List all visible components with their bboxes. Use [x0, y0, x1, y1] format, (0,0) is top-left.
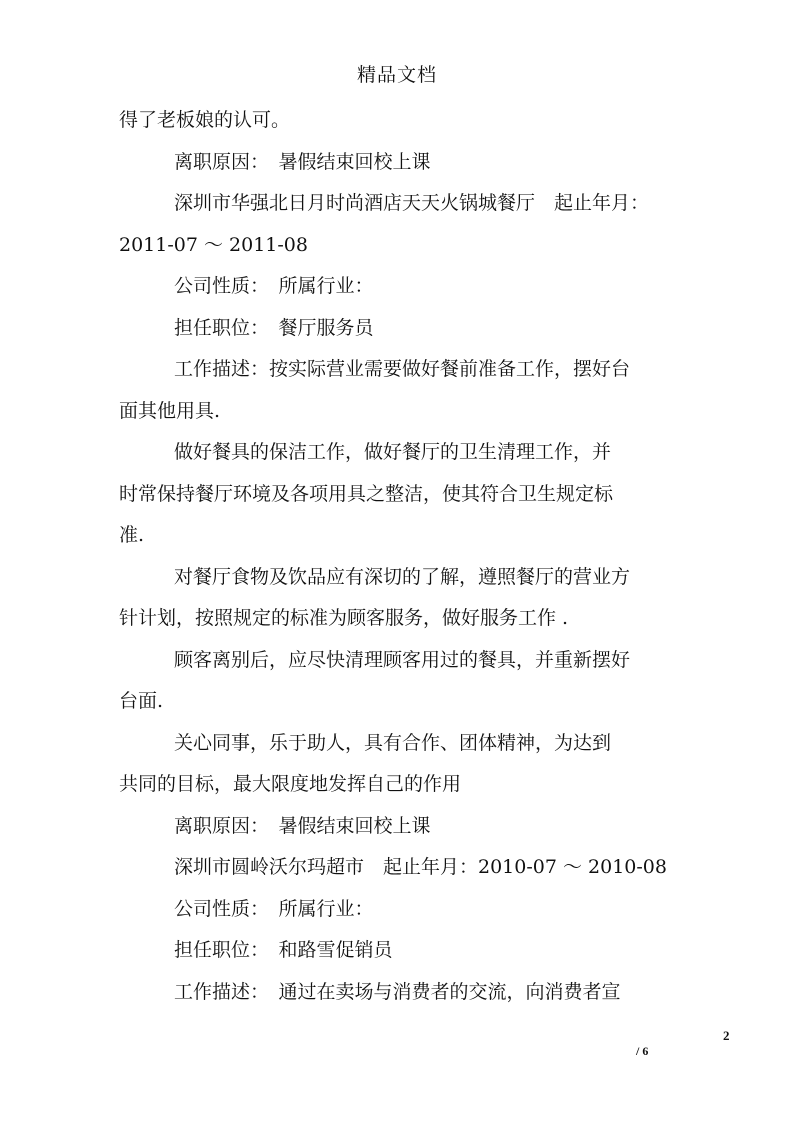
- text-line: 时常保持餐厅环境及各项用具之整洁，使其符合卫生规定标: [119, 482, 614, 505]
- page-number: 2: [723, 1028, 730, 1043]
- text-line: 针计划，按照规定的标准为顾客服务，做好服务工作 .: [119, 607, 569, 629]
- document-body: [119, 100, 679, 1013]
- page-total: / 6: [636, 1044, 649, 1058]
- text-line: 台面.: [119, 690, 164, 712]
- text-line: 共同的目标，最大限度地发挥自己的作用: [119, 773, 462, 795]
- text-line: 2011-07 ～ 2011-08: [119, 233, 308, 256]
- text-line: 深圳市华强北日月时尚酒店天天火锅城餐厅 起止年月：: [174, 192, 650, 214]
- page-header-title: 精品文档: [356, 64, 437, 86]
- text-line: 面其他用具.: [119, 399, 221, 422]
- text-line: 工作描述：按实际营业需要做好餐前准备工作，摆好台: [174, 358, 631, 380]
- text-line: 对餐厅食物及饮品应有深切的了解，遵照餐厅的营业方: [174, 565, 631, 588]
- text-line: 公司性质： 所属行业：: [174, 275, 374, 297]
- text-line: 顾客离别后，应尽快清理顾客用过的餐具，并重新摆好: [174, 648, 631, 671]
- text-line: 担任职位： 和路雪促销员: [174, 939, 393, 961]
- text-line: 担任职位： 餐厅服务员: [174, 316, 374, 339]
- text-line: 得了老板娘的认可。: [119, 109, 291, 131]
- text-line: 做好餐具的保洁工作，做好餐厅的卫生清理工作，并: [174, 441, 612, 463]
- text-line: 关心同事，乐于助人，具有合作、团体精神，为达到: [174, 731, 612, 754]
- text-line: 离职原因： 暑假结束回校上课: [174, 814, 431, 837]
- text-line: 深圳市圆岭沃尔玛超市 起止年月：2010-07 ～ 2010-08: [174, 856, 667, 878]
- text-line: 工作描述： 通过在卖场与消费者的交流，向消费者宣: [174, 980, 621, 1003]
- text-line: 离职原因： 暑假结束回校上课: [174, 150, 431, 173]
- text-line: 准.: [119, 524, 145, 546]
- text-line: 公司性质： 所属行业：: [174, 897, 374, 920]
